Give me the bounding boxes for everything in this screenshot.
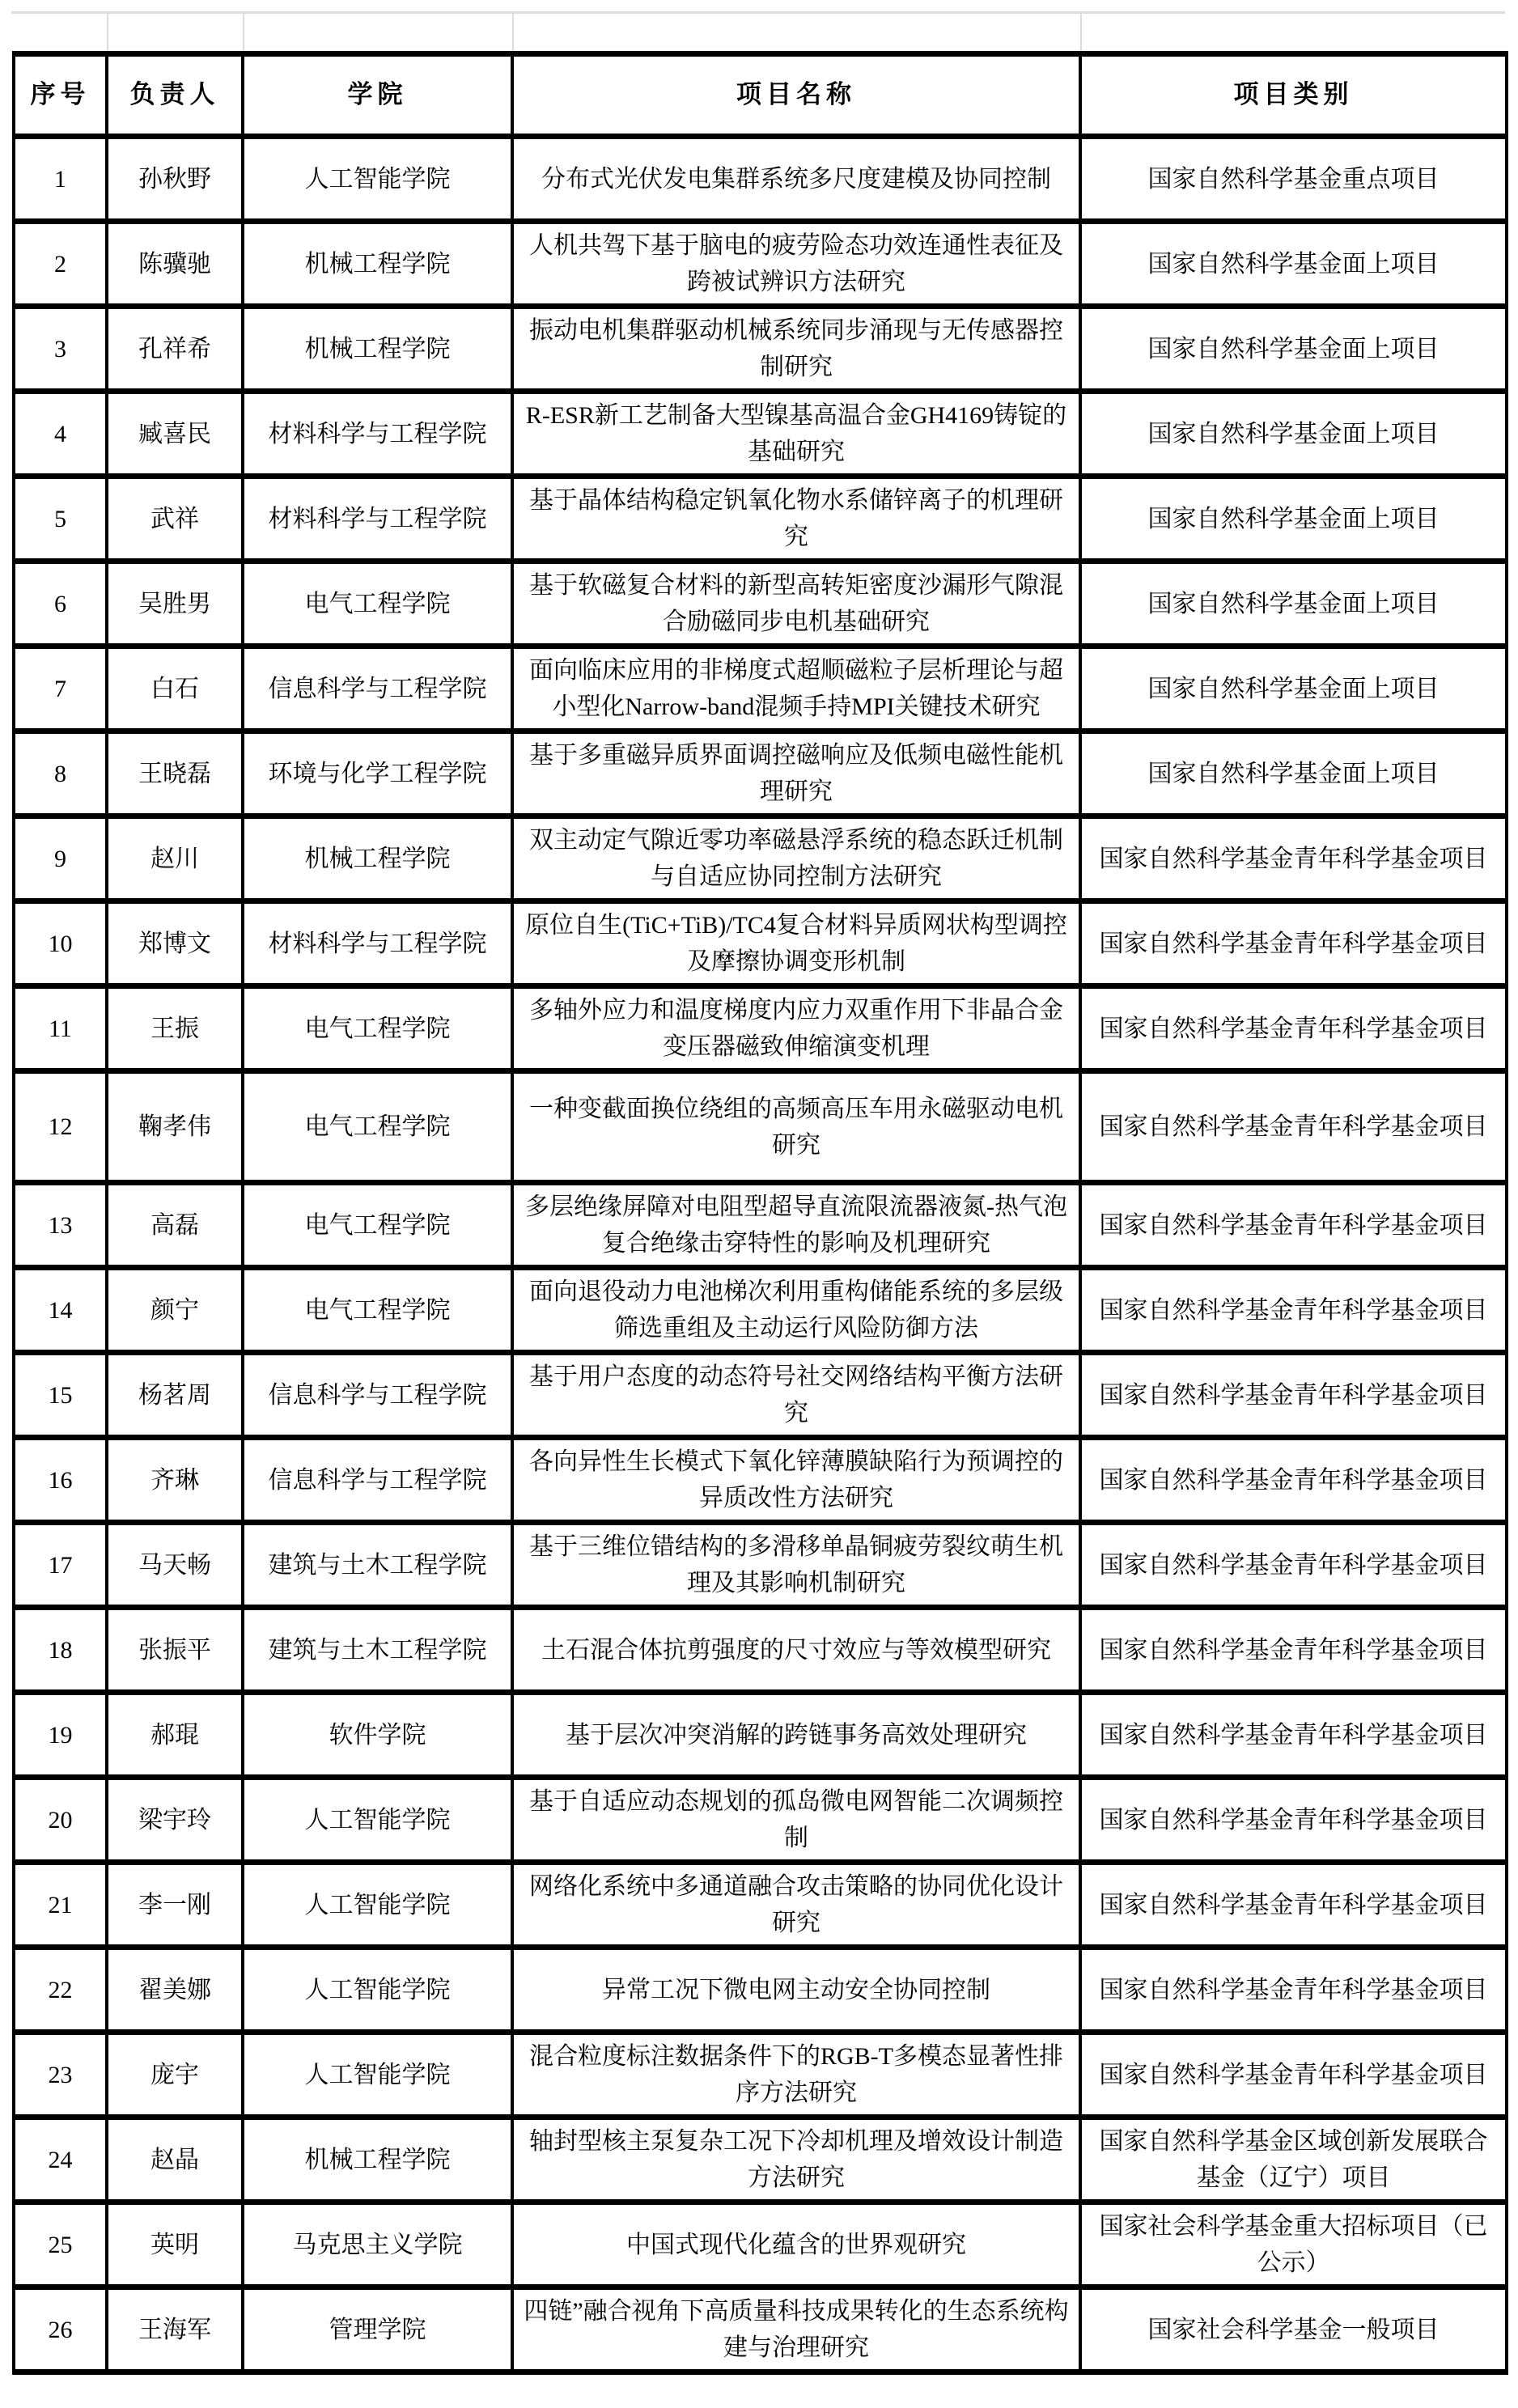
table-row	[14, 392, 1507, 477]
category-cell: 国家自然科学基金青年科学基金项目	[1080, 1693, 1507, 1778]
category-cell: 国家自然科学基金青年科学基金项目	[1080, 1523, 1507, 1608]
table-row	[14, 1778, 1507, 1863]
leader-cell: 英明	[107, 2202, 243, 2287]
project-name-cell: 多轴外应力和温度梯度内应力双重作用下非晶合金变压器磁致伸缩演变机理	[512, 986, 1080, 1071]
row-number-cell: 7	[14, 647, 107, 731]
project-name-cell: 一种变截面换位绕组的高频高压车用永磁驱动电机研究	[512, 1071, 1080, 1183]
project-name-cell: 基于多重磁异质界面调控磁响应及低频电磁性能机理研究	[512, 731, 1080, 816]
project-name-cell: 双主动定气隙近零功率磁悬浮系统的稳态跃迁机制与自适应协同控制方法研究	[512, 816, 1080, 901]
table-row	[14, 2118, 1507, 2202]
header-category: 项目类别	[1080, 54, 1507, 137]
project-name-cell: 中国式现代化蕴含的世界观研究	[512, 2202, 1080, 2287]
leader-cell: 孙秋野	[107, 137, 243, 222]
college-cell: 电气工程学院	[243, 1183, 512, 1268]
leader-cell: 杨茗周	[107, 1353, 243, 1438]
row-number-cell: 15	[14, 1353, 107, 1438]
college-cell: 材料科学与工程学院	[243, 392, 512, 477]
row-number-cell: 3	[14, 307, 107, 392]
project-name-cell: 基于自适应动态规划的孤岛微电网智能二次调频控制	[512, 1778, 1080, 1863]
college-cell: 信息科学与工程学院	[243, 1438, 512, 1523]
gridline-horizontal	[11, 11, 1505, 14]
row-number-cell: 22	[14, 1948, 107, 2033]
category-cell: 国家自然科学基金青年科学基金项目	[1080, 1948, 1507, 2033]
table-row	[14, 477, 1507, 562]
leader-cell: 梁宇玲	[107, 1778, 243, 1863]
leader-cell: 张振平	[107, 1608, 243, 1693]
projects-table	[12, 51, 1508, 2375]
category-cell: 国家自然科学基金青年科学基金项目	[1080, 986, 1507, 1071]
college-cell: 材料科学与工程学院	[243, 901, 512, 986]
college-cell: 机械工程学院	[243, 222, 512, 307]
leader-cell: 齐琳	[107, 1438, 243, 1523]
leader-cell: 高磊	[107, 1183, 243, 1268]
project-name-cell: 四链”融合视角下高质量科技成果转化的生态系统构建与治理研究	[512, 2287, 1080, 2372]
leader-cell: 李一刚	[107, 1863, 243, 1948]
college-cell: 电气工程学院	[243, 1268, 512, 1353]
category-cell: 国家自然科学基金面上项目	[1080, 731, 1507, 816]
table-row	[14, 901, 1507, 986]
leader-cell: 王晓磊	[107, 731, 243, 816]
leader-cell: 郑博文	[107, 901, 243, 986]
table-row	[14, 1693, 1507, 1778]
project-name-cell: 分布式光伏发电集群系统多尺度建模及协同控制	[512, 137, 1080, 222]
leader-cell: 武祥	[107, 477, 243, 562]
category-cell: 国家自然科学基金青年科学基金项目	[1080, 1071, 1507, 1183]
row-number-cell: 19	[14, 1693, 107, 1778]
category-cell: 国家自然科学基金青年科学基金项目	[1080, 1268, 1507, 1353]
college-cell: 电气工程学院	[243, 986, 512, 1071]
leader-cell: 孔祥希	[107, 307, 243, 392]
row-number-cell: 6	[14, 562, 107, 647]
leader-cell: 颜宁	[107, 1268, 243, 1353]
header-leader: 负责人	[107, 54, 243, 137]
project-name-cell: 面向临床应用的非梯度式超顺磁粒子层析理论与超小型化Narrow-band混频手持MPI关键技术研究	[512, 647, 1080, 731]
category-cell: 国家自然科学基金面上项目	[1080, 222, 1507, 307]
leader-cell: 赵川	[107, 816, 243, 901]
project-name-cell: 基于层次冲突消解的跨链事务高效处理研究	[512, 1693, 1080, 1778]
college-cell: 机械工程学院	[243, 816, 512, 901]
project-name-cell: 多层绝缘屏障对电阻型超导直流限流器液氮-热气泡复合绝缘击穿特性的影响及机理研究	[512, 1183, 1080, 1268]
college-cell: 建筑与土木工程学院	[243, 1608, 512, 1693]
leader-cell: 吴胜男	[107, 562, 243, 647]
row-number-cell: 13	[14, 1183, 107, 1268]
gridline-vertical	[512, 14, 514, 51]
category-cell: 国家自然科学基金青年科学基金项目	[1080, 2033, 1507, 2118]
project-name-cell: 基于用户态度的动态符号社交网络结构平衡方法研究	[512, 1353, 1080, 1438]
row-number-cell: 24	[14, 2118, 107, 2202]
row-number-cell: 4	[14, 392, 107, 477]
table-row	[14, 222, 1507, 307]
college-cell: 人工智能学院	[243, 1778, 512, 1863]
row-number-cell: 5	[14, 477, 107, 562]
college-cell: 人工智能学院	[243, 2033, 512, 2118]
leader-cell: 庞宇	[107, 2033, 243, 2118]
row-number-cell: 2	[14, 222, 107, 307]
category-cell: 国家社会科学基金一般项目	[1080, 2287, 1507, 2372]
leader-cell: 鞠孝伟	[107, 1071, 243, 1183]
row-number-cell: 21	[14, 1863, 107, 1948]
college-cell: 管理学院	[243, 2287, 512, 2372]
table-row	[14, 2287, 1507, 2372]
project-name-cell: 面向退役动力电池梯次利用重构储能系统的多层级筛选重组及主动运行风险防御方法	[512, 1268, 1080, 1353]
row-number-cell: 20	[14, 1778, 107, 1863]
college-cell: 人工智能学院	[243, 1863, 512, 1948]
category-cell: 国家自然科学基金青年科学基金项目	[1080, 1778, 1507, 1863]
category-cell: 国家自然科学基金面上项目	[1080, 562, 1507, 647]
table-row	[14, 816, 1507, 901]
header-no: 序号	[14, 54, 107, 137]
project-name-cell: 基于软磁复合材料的新型高转矩密度沙漏形气隙混合励磁同步电机基础研究	[512, 562, 1080, 647]
table-row	[14, 1608, 1507, 1693]
project-name-cell: 原位自生(TiC+TiB)/TC4复合材料异质网状构型调控及摩擦协调变形机制	[512, 901, 1080, 986]
project-name-cell: 异常工况下微电网主动安全协同控制	[512, 1948, 1080, 2033]
leader-cell: 王海军	[107, 2287, 243, 2372]
gridline-vertical	[107, 14, 108, 51]
category-cell: 国家自然科学基金青年科学基金项目	[1080, 1608, 1507, 1693]
row-number-cell: 8	[14, 731, 107, 816]
header-college: 学院	[243, 54, 512, 137]
leader-cell: 王振	[107, 986, 243, 1071]
project-name-cell: R-ESR新工艺制备大型镍基高温合金GH4169铸锭的基础研究	[512, 392, 1080, 477]
table-row	[14, 1948, 1507, 2033]
leader-cell: 马天畅	[107, 1523, 243, 1608]
row-number-cell: 16	[14, 1438, 107, 1523]
leader-cell: 白石	[107, 647, 243, 731]
table-row	[14, 731, 1507, 816]
leader-cell: 翟美娜	[107, 1948, 243, 2033]
table-row	[14, 2033, 1507, 2118]
row-number-cell: 12	[14, 1071, 107, 1183]
row-number-cell: 14	[14, 1268, 107, 1353]
college-cell: 环境与化学工程学院	[243, 731, 512, 816]
project-name-cell: 轴封型核主泵复杂工况下冷却机理及增效设计制造方法研究	[512, 2118, 1080, 2202]
gridline-vertical	[243, 14, 244, 51]
project-name-cell: 各向异性生长模式下氧化锌薄膜缺陷行为预调控的异质改性方法研究	[512, 1438, 1080, 1523]
college-cell: 电气工程学院	[243, 562, 512, 647]
project-name-cell: 振动电机集群驱动机械系统同步涌现与无传感器控制研究	[512, 307, 1080, 392]
table-row	[14, 1183, 1507, 1268]
table-header-row	[14, 54, 1507, 137]
row-number-cell: 17	[14, 1523, 107, 1608]
row-number-cell: 26	[14, 2287, 107, 2372]
project-name-cell: 人机共驾下基于脑电的疲劳险态功效连通性表征及跨被试辨识方法研究	[512, 222, 1080, 307]
category-cell: 国家自然科学基金面上项目	[1080, 392, 1507, 477]
category-cell: 国家自然科学基金青年科学基金项目	[1080, 1863, 1507, 1948]
category-cell: 国家自然科学基金重点项目	[1080, 137, 1507, 222]
table-row	[14, 307, 1507, 392]
leader-cell: 赵晶	[107, 2118, 243, 2202]
category-cell: 国家自然科学基金面上项目	[1080, 477, 1507, 562]
college-cell: 电气工程学院	[243, 1071, 512, 1183]
college-cell: 马克思主义学院	[243, 2202, 512, 2287]
college-cell: 机械工程学院	[243, 2118, 512, 2202]
table-row	[14, 1071, 1507, 1183]
category-cell: 国家自然科学基金青年科学基金项目	[1080, 1353, 1507, 1438]
category-cell: 国家自然科学基金面上项目	[1080, 307, 1507, 392]
college-cell: 人工智能学院	[243, 1948, 512, 2033]
college-cell: 信息科学与工程学院	[243, 647, 512, 731]
row-number-cell: 1	[14, 137, 107, 222]
college-cell: 信息科学与工程学院	[243, 1353, 512, 1438]
row-number-cell: 10	[14, 901, 107, 986]
college-cell: 建筑与土木工程学院	[243, 1523, 512, 1608]
spreadsheet-grid-remnant	[0, 0, 1518, 51]
row-number-cell: 23	[14, 2033, 107, 2118]
college-cell: 人工智能学院	[243, 137, 512, 222]
table-body	[14, 137, 1507, 2372]
college-cell: 软件学院	[243, 1693, 512, 1778]
college-cell: 机械工程学院	[243, 307, 512, 392]
gridline-vertical	[1080, 14, 1082, 51]
row-number-cell: 25	[14, 2202, 107, 2287]
category-cell: 国家自然科学基金青年科学基金项目	[1080, 901, 1507, 986]
college-cell: 材料科学与工程学院	[243, 477, 512, 562]
leader-cell: 郝琨	[107, 1693, 243, 1778]
category-cell: 国家自然科学基金青年科学基金项目	[1080, 1183, 1507, 1268]
category-cell: 国家自然科学基金青年科学基金项目	[1080, 816, 1507, 901]
table-row	[14, 1353, 1507, 1438]
category-cell: 国家自然科学基金青年科学基金项目	[1080, 1438, 1507, 1523]
table-row	[14, 1523, 1507, 1608]
project-name-cell: 混合粒度标注数据条件下的RGB-T多模态显著性排序方法研究	[512, 2033, 1080, 2118]
category-cell: 国家自然科学基金区域创新发展联合基金（辽宁）项目	[1080, 2118, 1507, 2202]
project-name-cell: 网络化系统中多通道融合攻击策略的协同优化设计研究	[512, 1863, 1080, 1948]
table-row	[14, 647, 1507, 731]
row-number-cell: 11	[14, 986, 107, 1071]
table-row	[14, 137, 1507, 222]
table-row	[14, 2202, 1507, 2287]
table-row	[14, 1438, 1507, 1523]
table-row	[14, 1863, 1507, 1948]
category-cell: 国家自然科学基金面上项目	[1080, 647, 1507, 731]
table-row	[14, 562, 1507, 647]
project-name-cell: 基于三维位错结构的多滑移单晶铜疲劳裂纹萌生机理及其影响机制研究	[512, 1523, 1080, 1608]
header-project-name: 项目名称	[512, 54, 1080, 137]
leader-cell: 陈骥驰	[107, 222, 243, 307]
table-row	[14, 1268, 1507, 1353]
row-number-cell: 18	[14, 1608, 107, 1693]
leader-cell: 臧喜民	[107, 392, 243, 477]
row-number-cell: 9	[14, 816, 107, 901]
category-cell: 国家社会科学基金重大招标项目（已公示）	[1080, 2202, 1507, 2287]
project-name-cell: 土石混合体抗剪强度的尺寸效应与等效模型研究	[512, 1608, 1080, 1693]
project-name-cell: 基于晶体结构稳定钒氧化物水系储锌离子的机理研究	[512, 477, 1080, 562]
table-row	[14, 986, 1507, 1071]
